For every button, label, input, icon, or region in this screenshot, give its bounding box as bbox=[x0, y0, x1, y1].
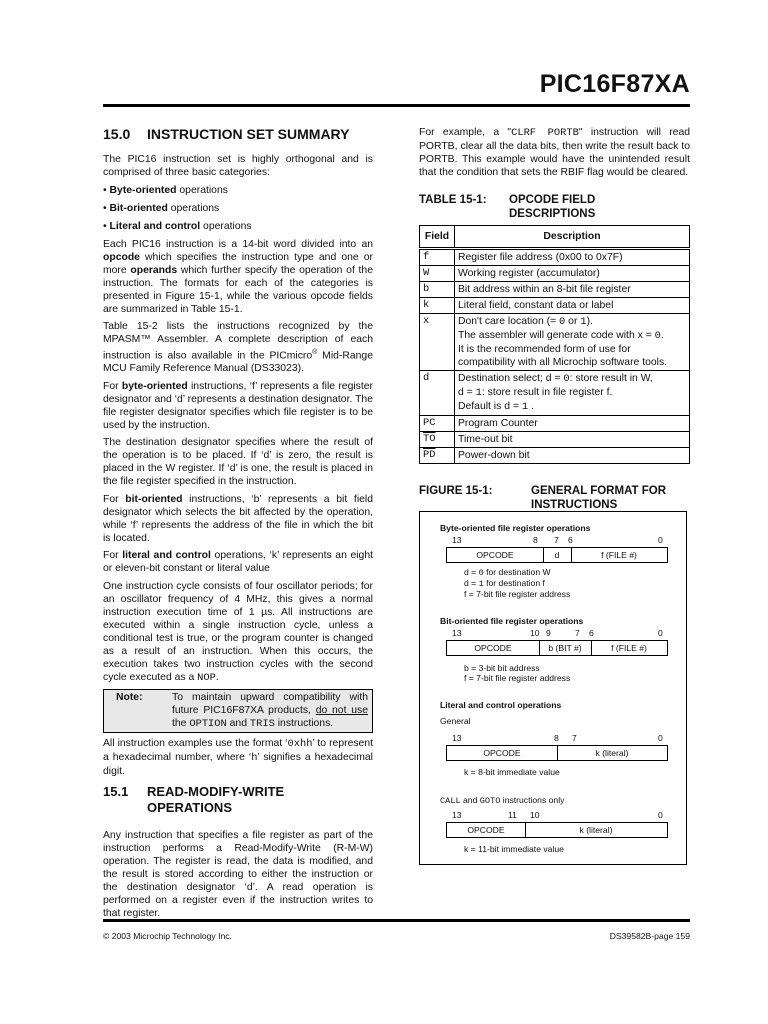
subsection-title-line: READ-MODIFY-WRITE bbox=[147, 784, 285, 800]
bullet-text: operations bbox=[167, 202, 220, 214]
general-label: General bbox=[440, 716, 471, 726]
bit-number: 10 bbox=[530, 810, 540, 820]
intro-paragraph: The PIC16 instruction set is highly orthogonal and is comprised of three basic categories: bbox=[103, 154, 373, 178]
subsection-title-line: OPERATIONS bbox=[147, 800, 232, 816]
code-zero: 0 bbox=[654, 330, 661, 342]
literal-cell: k (literal) bbox=[579, 825, 613, 835]
code-zero: 0 bbox=[478, 568, 484, 578]
text-bold: byte-oriented bbox=[121, 380, 188, 392]
literal-format-box bbox=[446, 745, 668, 761]
bullet-bold: Bit-oriented bbox=[109, 202, 168, 214]
page-title: PIC16F87XA bbox=[539, 70, 690, 98]
code-nop: NOP bbox=[197, 671, 216, 684]
code-h: h bbox=[251, 752, 258, 765]
footer-rule bbox=[103, 919, 690, 922]
text-run: ’ signifies a hexadecimal digit. bbox=[103, 752, 373, 778]
registered-mark: ® bbox=[312, 349, 318, 356]
figure-caption bbox=[419, 484, 690, 512]
text-run: operations, ‘k’ represents an eight or eleven-bit constant or literal value bbox=[103, 550, 373, 575]
header-rule bbox=[103, 104, 690, 107]
literal-note: k = 8-bit immediate value bbox=[464, 767, 560, 777]
bullet-item: • Bit-oriented operations bbox=[103, 202, 220, 214]
word-paragraph bbox=[103, 238, 373, 316]
bit-number: 8 bbox=[533, 535, 538, 545]
text-run: For bbox=[103, 550, 123, 562]
table-row bbox=[420, 266, 690, 282]
col-header-field: Field bbox=[420, 226, 455, 249]
description-cell: Bit address within an 8-bit file register bbox=[455, 282, 690, 298]
text-run: d = bbox=[464, 578, 479, 588]
rmw-paragraph: Any instruction that specifies a file register as part of the instruction performs a Read-Modify-Write (R-M-W) operation. The register is read, the data is modified, and the result is stored according to either the instruction or the destination designator ‘d’. A read operation is performed on a register even if the instruction writes to that register. bbox=[103, 830, 373, 920]
text-run: . bbox=[215, 671, 219, 683]
text-run: Don't care location (= bbox=[458, 316, 560, 327]
description-cell: Working register (accumulator) bbox=[455, 266, 690, 282]
file-cell: f (FILE #) bbox=[601, 550, 637, 560]
text-run: which specifies the instruction type and one or more bbox=[103, 251, 373, 276]
hex-paragraph bbox=[103, 737, 373, 778]
bit-number: 6 bbox=[568, 535, 573, 545]
description-cell: Power-down bit bbox=[455, 448, 690, 464]
table-row bbox=[420, 249, 690, 266]
text-run: and bbox=[226, 718, 250, 730]
description-cell bbox=[455, 371, 690, 416]
code-one: 1 bbox=[478, 579, 484, 589]
bullet-text: operations bbox=[200, 220, 252, 232]
bit-number: 13 bbox=[452, 628, 462, 638]
text-run: One instruction cycle consists of four oscillator periods; for an oscillator frequency of 4 MHz, this gives a normal instruction execution time of 1 µs. All instructions are executed within a single instruction cycle, unless a conditional test is true, or the program counter is changed as a result of an instruction. When this occurs, the execution takes two instruction cycles with the second cycle executed as a bbox=[103, 580, 373, 683]
bit-oriented-title: Bit-oriented file register operations bbox=[440, 616, 584, 626]
code-call: CALL bbox=[440, 796, 461, 806]
section-heading bbox=[103, 126, 373, 142]
right-column bbox=[419, 126, 690, 518]
bit-number: 0 bbox=[658, 810, 663, 820]
byte-note bbox=[464, 578, 545, 589]
field-cell: $\overline{TO}$ bbox=[420, 432, 455, 448]
code-option: OPTION bbox=[189, 718, 227, 731]
text-run: To maintain upward compatibility with future PIC16F87XA products, bbox=[172, 692, 368, 717]
figure-title bbox=[531, 484, 666, 512]
subsection-heading bbox=[103, 784, 373, 816]
table-row bbox=[420, 416, 690, 432]
figure-title-line: GENERAL FORMAT FOR bbox=[531, 485, 667, 497]
bullet-item: • Byte-oriented operations bbox=[103, 184, 228, 196]
opcode-cell: OPCODE bbox=[474, 643, 512, 653]
opcode-cell: OPCODE bbox=[476, 550, 514, 560]
bit-number: 8 bbox=[554, 733, 559, 743]
subsection-number: 15.1 bbox=[103, 784, 129, 800]
text-run: for destination W bbox=[483, 567, 551, 577]
literal-cell: k (literal) bbox=[595, 748, 629, 758]
left-column bbox=[103, 126, 373, 925]
table-row bbox=[420, 314, 690, 371]
bullet-item: • Literal and control operations bbox=[103, 220, 252, 232]
text-run: The assembler will generate code with x = bbox=[458, 330, 655, 341]
table-number: TABLE 15-1: bbox=[419, 194, 487, 206]
table-title-line: DESCRIPTIONS bbox=[509, 208, 596, 220]
text-run: All instruction examples use the format ‘ bbox=[103, 738, 288, 750]
bit-number: 10 bbox=[530, 628, 540, 638]
text-run: for destination f bbox=[483, 578, 545, 588]
bit-number: 13 bbox=[452, 535, 462, 545]
text-run: It is the recommended form of use for compatibility with all Microchip software tools. bbox=[458, 344, 668, 368]
table-row bbox=[420, 448, 690, 464]
bullet-text: operations bbox=[176, 184, 228, 196]
field-cell: f bbox=[420, 249, 455, 266]
figure-number: FIGURE 15-1: bbox=[419, 485, 493, 497]
field-cell: W bbox=[420, 266, 455, 282]
bit-number: 7 bbox=[554, 535, 559, 545]
table-header-row bbox=[420, 226, 690, 249]
text-run: d = bbox=[458, 387, 476, 398]
cycle-paragraph bbox=[103, 580, 373, 685]
literal-title: Literal and control operations bbox=[440, 700, 562, 710]
bit-number: 6 bbox=[589, 628, 594, 638]
note-text bbox=[172, 691, 368, 731]
description-cell: Literal field, constant data or label bbox=[455, 298, 690, 314]
example-paragraph bbox=[419, 126, 690, 179]
figure-title-line: INSTRUCTIONS bbox=[531, 499, 618, 511]
table-title-line: OPCODE FIELD bbox=[509, 194, 596, 206]
text-run: . bbox=[660, 330, 664, 341]
table-row bbox=[420, 282, 690, 298]
d-cell: d bbox=[554, 550, 560, 560]
destination-paragraph: The destination designator specifies where the result of the operation is to be placed. If ‘d’ is zero, the result is placed in the W register. If ‘d’ is one, the result is placed in the file register specified in the instruction. bbox=[103, 437, 373, 488]
text-run: or bbox=[565, 316, 581, 327]
text-run: " instruction will read PORTB, clear all the data bits, then write the result back to PORTB. This example would have the unintended result that the condition that sets the RBIF flag would be cleared. bbox=[419, 127, 691, 178]
text-run: : store result in W, bbox=[569, 373, 653, 384]
code-zero: 0 bbox=[559, 316, 566, 328]
bit-number: 11 bbox=[508, 810, 517, 820]
text-run: For bbox=[103, 380, 122, 392]
code-hex: 0xhh bbox=[287, 738, 313, 751]
field-cell: x bbox=[420, 314, 455, 371]
text-run: instructions, ‘f’ represents a file register designator and ‘d’ represents a destination designator. The file register designator specifies which file register is to be used by the instruction. bbox=[103, 380, 373, 431]
footer-copyright: © 2003 Microchip Technology Inc. bbox=[103, 931, 232, 941]
bullet-bold: Literal and control bbox=[109, 220, 201, 232]
table-row bbox=[420, 371, 690, 416]
text-run: d = bbox=[464, 567, 479, 577]
literal-paragraph bbox=[103, 549, 373, 575]
call-goto-title bbox=[440, 795, 564, 806]
byte-oriented-title: Byte-oriented file register operations bbox=[440, 523, 591, 533]
field-cell: b bbox=[420, 282, 455, 298]
instruction-format-figure bbox=[419, 511, 687, 865]
bit-number: 7 bbox=[572, 733, 577, 743]
file-cell: f (FILE #) bbox=[611, 643, 647, 653]
field-cell: k bbox=[420, 298, 455, 314]
table-ref-paragraph bbox=[103, 320, 373, 375]
field-cell: $\overline{PD}$ bbox=[420, 448, 455, 464]
table-caption bbox=[419, 193, 690, 221]
text-run: instructions only bbox=[500, 795, 565, 805]
text-run: ’ to represent a hexadecimal number, where ‘ bbox=[103, 738, 373, 764]
bit-number: 9 bbox=[546, 628, 551, 638]
bit-number: 0 bbox=[658, 733, 663, 743]
byte-note: f = 7-bit file register address bbox=[464, 589, 571, 599]
bullet-bold: Byte-oriented bbox=[109, 184, 177, 196]
call-note: k = 11-bit immediate value bbox=[464, 844, 564, 854]
text-run: Destination select; d = bbox=[458, 373, 564, 384]
code-clrf: CLRF PORTB bbox=[511, 127, 579, 139]
opcode-cell: OPCODE bbox=[467, 825, 505, 835]
text-bold: bit-oriented bbox=[125, 493, 183, 505]
call-format-box bbox=[446, 822, 668, 838]
text-run: and bbox=[460, 795, 480, 805]
subsection-title bbox=[147, 784, 284, 816]
footer-page-number: DS39582B-page 159 bbox=[609, 931, 690, 941]
bit-number: 13 bbox=[452, 733, 462, 743]
table-title bbox=[509, 193, 595, 221]
byte-format-box bbox=[446, 547, 668, 563]
section-number: 15.0 bbox=[103, 126, 131, 142]
table-row bbox=[420, 432, 690, 448]
text-run: Mid-Range MCU Family Reference Manual (DS33023). bbox=[103, 350, 373, 375]
description-cell: Register file address (0x00 to 0x7F) bbox=[455, 249, 690, 266]
bit-paragraph bbox=[103, 493, 373, 545]
text-run: ). bbox=[586, 316, 593, 327]
bit-number: 0 bbox=[658, 628, 663, 638]
code-goto: GOTO bbox=[479, 796, 501, 806]
code-one: 1 bbox=[475, 387, 482, 399]
text-run: Each PIC16 instruction is a 14-bit word divided into an bbox=[103, 238, 373, 250]
text-run: For example, a " bbox=[419, 127, 512, 138]
text-underline: do not use bbox=[315, 705, 369, 717]
byte-paragraph bbox=[103, 380, 373, 432]
bit-note: f = 7-bit file register address bbox=[464, 673, 571, 683]
description-cell: Time-out bit bbox=[455, 432, 690, 448]
code-zero: 0 bbox=[563, 373, 570, 385]
description-cell: Program Counter bbox=[455, 416, 690, 432]
code-one: 1 bbox=[521, 401, 529, 413]
text-run: instructions, ‘b’ represents a bit field designator which selects the bit affected by the operation, while ‘f’ represents the address of the file in which the bit is located. bbox=[103, 493, 373, 544]
table-row bbox=[420, 298, 690, 314]
text-run: instructions. bbox=[274, 718, 334, 730]
bit-cell: b (BIT #) bbox=[548, 643, 582, 653]
field-cell: d bbox=[420, 371, 455, 416]
text-run: : store result in file register f. bbox=[481, 387, 613, 398]
byte-note bbox=[464, 567, 551, 578]
text-bold: opcode bbox=[103, 251, 140, 263]
section-title: INSTRUCTION SET SUMMARY bbox=[147, 126, 350, 142]
bit-number: 7 bbox=[575, 628, 580, 638]
code-one: 1 bbox=[580, 316, 587, 328]
text-bold: operands bbox=[130, 264, 178, 276]
text-run: Default is d = bbox=[458, 401, 522, 412]
text-run: the bbox=[172, 718, 190, 730]
bit-format-box bbox=[446, 640, 668, 656]
description-cell bbox=[455, 314, 690, 371]
text-run: Table 15-2 lists the instructions recognized by the MPASM™ Assembler. A complete description of each instruction is also available in the PICmicro bbox=[103, 321, 373, 362]
opcode-cell: OPCODE bbox=[483, 748, 521, 758]
note-box bbox=[103, 689, 373, 733]
col-header-description: Description bbox=[455, 226, 690, 249]
bit-number: 13 bbox=[452, 810, 462, 820]
text-bold: literal and control bbox=[122, 550, 211, 562]
code-tris: TRIS bbox=[249, 718, 275, 731]
opcode-table bbox=[419, 225, 690, 464]
bit-note: b = 3-bit bit address bbox=[464, 663, 540, 673]
bit-number: 0 bbox=[658, 535, 663, 545]
field-cell: PC bbox=[420, 416, 455, 432]
text-run: For bbox=[103, 493, 126, 505]
note-label: Note: bbox=[116, 692, 143, 704]
text-run: which further specify the operation of the instruction. The formats for each of the categories is presented in Figure 15-1, while the various opcode fields are summarized in Table 15-1. bbox=[103, 264, 373, 315]
text-run: . bbox=[528, 401, 534, 412]
